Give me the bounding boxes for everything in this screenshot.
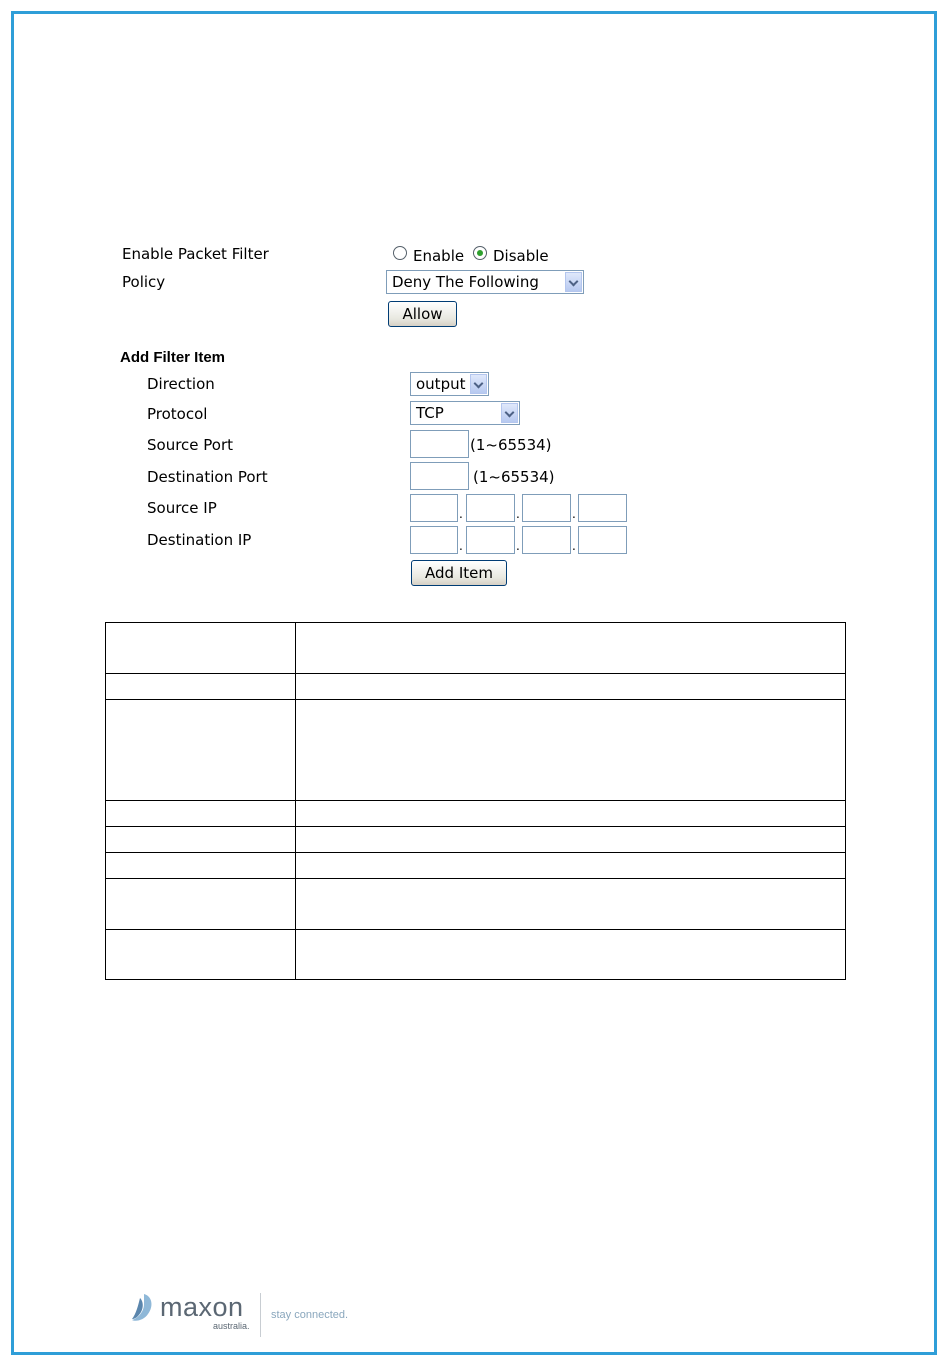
chevron-down-icon xyxy=(501,403,518,423)
table-cell xyxy=(106,674,296,700)
table-row xyxy=(106,853,846,879)
destination-ip-octet-1[interactable] xyxy=(410,526,458,554)
protocol-label: Protocol xyxy=(147,405,208,423)
add-filter-heading: Add Filter Item xyxy=(120,349,226,366)
destination-port-label: Destination Port xyxy=(147,468,268,486)
logo-tagline: stay connected. xyxy=(271,1309,349,1321)
table-cell xyxy=(106,853,296,879)
table-cell xyxy=(296,700,846,801)
table-row xyxy=(106,879,846,930)
table-cell xyxy=(296,853,846,879)
direction-label: Direction xyxy=(147,375,215,393)
table-cell xyxy=(106,623,296,674)
table-cell xyxy=(296,674,846,700)
table-cell xyxy=(296,623,846,674)
add-item-button[interactable]: Add Item xyxy=(411,560,507,586)
disable-radio[interactable] xyxy=(473,246,487,260)
table-cell xyxy=(296,827,846,853)
destination-ip-octet-2[interactable] xyxy=(466,526,515,554)
policy-select[interactable] xyxy=(386,270,584,294)
destination-port-input[interactable] xyxy=(410,462,469,490)
destination-ip-octet-3[interactable] xyxy=(522,526,571,554)
protocol-select-value: TCP xyxy=(416,404,444,422)
source-ip-octet-2[interactable] xyxy=(466,494,515,522)
source-ip-octet-1[interactable] xyxy=(410,494,458,522)
disable-radio-label: Disable xyxy=(493,247,549,265)
table-cell xyxy=(296,801,846,827)
protocol-select[interactable] xyxy=(410,401,520,425)
chevron-down-icon xyxy=(470,374,487,394)
policy-label: Policy xyxy=(122,273,166,291)
source-port-input[interactable] xyxy=(410,430,469,458)
ip-separator: . xyxy=(572,507,576,521)
source-ip-label: Source IP xyxy=(147,499,217,517)
ip-separator: . xyxy=(572,539,576,553)
chevron-down-icon xyxy=(565,272,582,292)
logo-sub: australia. xyxy=(213,1321,250,1331)
table-cell xyxy=(106,930,296,980)
ip-separator: . xyxy=(459,507,463,521)
table-cell xyxy=(106,801,296,827)
destination-port-hint: (1~65534) xyxy=(473,468,555,486)
description-table xyxy=(105,622,846,980)
direction-select-value: output xyxy=(416,375,466,393)
table-row xyxy=(106,674,846,700)
source-ip-octet-4[interactable] xyxy=(578,494,627,522)
enable-packet-filter-label: Enable Packet Filter xyxy=(122,245,269,263)
direction-select[interactable] xyxy=(410,372,489,396)
ip-separator: . xyxy=(516,507,520,521)
table-cell xyxy=(106,700,296,801)
logo-name: maxon xyxy=(160,1292,244,1322)
enable-radio[interactable] xyxy=(393,246,407,260)
source-port-hint: (1~65534) xyxy=(470,436,552,454)
table-cell xyxy=(106,879,296,930)
allow-button[interactable]: Allow xyxy=(388,301,457,327)
table-row xyxy=(106,700,846,801)
table-cell xyxy=(296,930,846,980)
source-port-label: Source Port xyxy=(147,436,234,454)
table-row xyxy=(106,930,846,980)
table-row xyxy=(106,827,846,853)
destination-ip-label: Destination IP xyxy=(147,531,252,549)
destination-ip-octet-4[interactable] xyxy=(578,526,627,554)
table-row xyxy=(106,801,846,827)
table-row xyxy=(106,623,846,674)
logo-divider xyxy=(260,1293,261,1337)
enable-radio-label: Enable xyxy=(413,247,465,265)
table-cell xyxy=(106,827,296,853)
ip-separator: . xyxy=(459,539,463,553)
source-ip-octet-3[interactable] xyxy=(522,494,571,522)
maxon-logo-icon xyxy=(130,1292,156,1324)
ip-separator: . xyxy=(516,539,520,553)
table-cell xyxy=(296,879,846,930)
policy-select-value: Deny The Following xyxy=(392,273,539,291)
